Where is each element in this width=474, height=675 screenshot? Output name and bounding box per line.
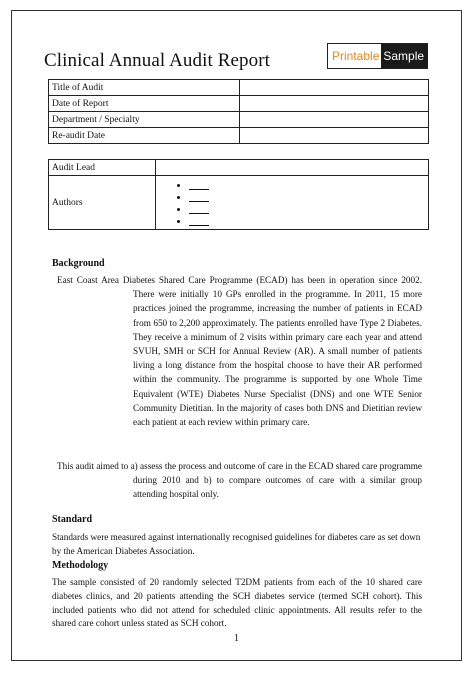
title-of-audit-label: Title of Audit (49, 80, 240, 96)
standard-heading: Standard (52, 514, 93, 525)
audit-lead-label: Audit Lead (49, 160, 156, 176)
author-blank-4[interactable] (189, 216, 209, 226)
background-paragraph-1: East Coast Area Diabetes Shared Care Programme (ECAD) has been in operation since 2002. There were initially 10 GPs enrolled in the programme. In 2011, 15 more practices joined the programme, increasing the number of patients in ECAD from 650 to 2,200 approximately. The patients enrolled have Type 2 Diabetes. They receive a minimum of 2 visits within primary care each year and attend SVUH, SMH or SCH for Annual Review (AR). A small number of patients living a long distance from the hospital choose to have their AR performed within the community. The programme is supported by one Whole Time Equivalent (WTE) Diabetes Nurse Specialist (DNS) and one WTE Senior Community Dietitian. In the majority of cases both DNS and Dietitian review each patient at each review within primary care. (57, 275, 422, 428)
author-blank-2[interactable] (189, 192, 209, 202)
background-heading: Background (52, 258, 105, 269)
list-item (189, 191, 425, 203)
logo-part-sample: Sample (381, 44, 428, 68)
audit-lead-field[interactable] (156, 160, 429, 176)
table-row (49, 80, 429, 96)
authors-list (159, 179, 425, 227)
title-of-audit-field[interactable] (240, 80, 429, 96)
authors-label: Authors (49, 176, 156, 230)
page-number: 1 (234, 633, 239, 644)
date-of-report-field[interactable] (240, 96, 429, 112)
report-title: Clinical Annual Audit Report (44, 50, 271, 71)
table-row (49, 128, 429, 144)
list-item (189, 215, 425, 227)
background-paragraph-2: This audit aimed to a) assess the process and outcome of care in the ECAD shared care programme during 2010 and b) to compare outcomes of care with a similar group attending hospital only. (57, 461, 422, 500)
author-blank-1[interactable] (189, 180, 209, 190)
logo-part-printable: Printable (328, 44, 381, 68)
methodology-paragraph: The sample consisted of 20 randomly selected T2DM patients from each of the 10 shared care diabetes clinics, and 20 patients attending the SCH diabetes service (termed SCH cohort). This included patients who did not attend for scheduled clinic appointments. All results refer to the shared care cohort unless stated as SCH cohort. (52, 577, 422, 629)
department-specialty-field[interactable] (240, 112, 429, 128)
table-row (49, 96, 429, 112)
table-row (49, 112, 429, 128)
audit-info-table (48, 79, 429, 144)
re-audit-date-field[interactable] (240, 128, 429, 144)
department-specialty-label: Department / Specialty (49, 112, 240, 128)
date-of-report-label: Date of Report (49, 96, 240, 112)
authors-field (156, 176, 429, 230)
table-row (49, 176, 429, 230)
table-row (49, 160, 429, 176)
audit-team-table (48, 159, 429, 230)
re-audit-date-label: Re-audit Date (49, 128, 240, 144)
brand-logo (327, 43, 428, 69)
list-item (189, 203, 425, 215)
list-item (189, 179, 425, 191)
standard-paragraph: Standards were measured against internationally recognised guidelines for diabetes care as set down by the American Diabetes Association. (52, 532, 421, 557)
methodology-heading: Methodology (52, 560, 109, 571)
author-blank-3[interactable] (189, 204, 209, 214)
